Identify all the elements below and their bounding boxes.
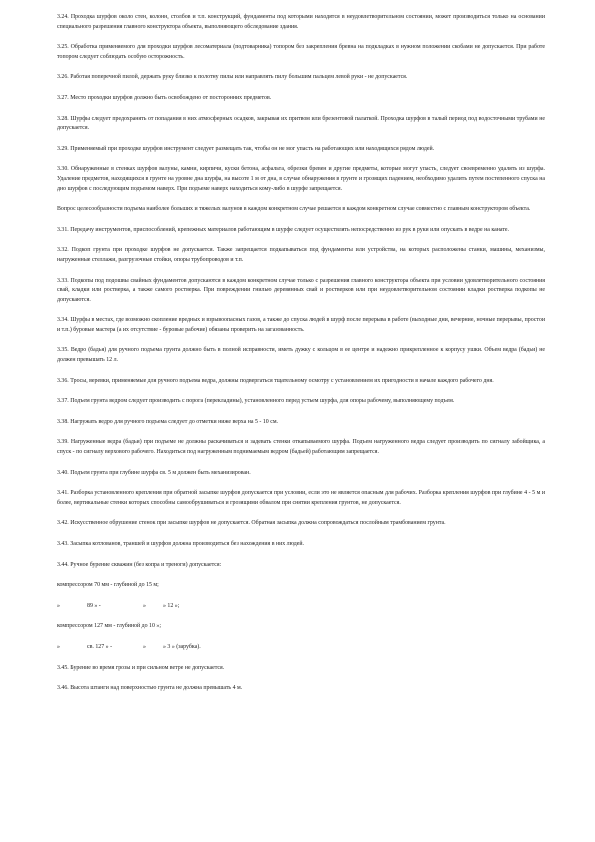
paragraph-3-30-note: Вопрос целесообразности подъема наиболее больших и тяжелых валунов в каждом конкретном случае решается в каждом конкретном случае совместно с главным конструктором объекта. bbox=[57, 206, 531, 213]
document-page bbox=[57, 13, 545, 705]
paragraph-3-30: 3.30. Обнаруженные в стенках шурфов валуны, камни, кирпичи, куски бетона, асфальта, обрезки бревен и другие предметы, которые могут упасть, следует своевременно удалять из шурфа. Удаление предметов, находящихся в грунте на уровне дна шурфа, на высоте 1 м от дна, в случае обнаружения в грунте и грозящих падением, необходимо удалить путем постепенного спуска на дно шурфов с последующим подъемом наверх. При подъеме наверх находиться кому-либо в шурфе запрещается. bbox=[57, 166, 545, 192]
list-item bbox=[57, 581, 545, 591]
list-text: св. 127 » - bbox=[87, 643, 113, 650]
paragraph-3-26: 3.26. Работая поперечной пилой, держать руку близко к полотну пилы или направлять пилу большим пальцем левой руки - не допускается. bbox=[57, 74, 408, 81]
ditto-mark: » bbox=[143, 602, 146, 609]
paragraph-3-24: 3.24. Проходка шурфов около стен, колонн, столбов и т.п. конструкций, фундаменты под которыми находятся в неудовлетворительном состоянии, может производиться только на основании специального разрешения главного конструктора объекта, выполняющего обследование здания. bbox=[57, 14, 545, 30]
paragraph-3-25: 3.25. Обработка применяемого для проходки шурфов лесоматериала (подтоварника) топором без закрепления бревна на подкладках в нужном положении скобами не допускается. При работе топором следует соблюдать особую осторожность. bbox=[57, 44, 545, 60]
list-item bbox=[57, 602, 545, 612]
paragraph-3-43: 3.43. Засыпка котлованов, траншей и шурфов должна производиться без нахождения в них людей. bbox=[57, 541, 304, 547]
ditto-mark: » bbox=[57, 602, 60, 609]
ditto-mark: » bbox=[57, 643, 60, 650]
paragraph-3-41: 3.41. Разборка установленного крепления при обратной засыпке шурфов допускается при условии, если это не является опасным для рабочих. Разборка крепления шурфов при глубине 4 - 5 м и более, вертикальные стенки которых способны самообрушиваться и грозящими обвалом при снятии крепления грунтов, не допускается. bbox=[57, 490, 545, 506]
paragraph-3-35: 3.35. Ведро (бадья) для ручного подъема грунта должно быть в полной исправности, иметь дужку с кольцом в ее центре и надежно прикрепленное к корпусу ушки. Объем ведра (бадьи) не должен превышать 12 л. bbox=[57, 347, 545, 364]
paragraph-3-27: 3.27. Место проходки шурфов должно быть освобождено от посторонних предметов. bbox=[57, 94, 272, 101]
paragraph-3-31: 3.31. Передачу инструментов, приспособлений, крепежных материалов работающим в шурфе следует осуществлять непосредственно из рук в руки или опускать в ведре на канате. bbox=[57, 226, 509, 233]
list-text: » 12 »; bbox=[163, 602, 180, 609]
paragraph-3-28: 3.28. Шурфы следует предохранять от попадания в них атмосферных осадков, закрывая их притвом или брезентовой палаткой. Проходка шурфов в талый период под водосточными трубами не допускается. bbox=[57, 115, 545, 132]
list-text: 89 » - bbox=[87, 602, 101, 609]
paragraph-3-42: 3.42. Искусственное обрушение стенок при засыпке шурфов не допускается. Обратная засыпка должна сопровождаться послойным трамбованием грунта. bbox=[57, 520, 446, 527]
paragraph-3-44: 3.44. Ручное бурение скважин (без копра и треноги) допускается: bbox=[57, 561, 222, 568]
paragraph-3-40: 3.40. Подъем грунта при глубине шурфа св. 5 м должен быть механизирован. bbox=[57, 469, 251, 476]
paragraph-3-34: 3.34. Шурфы в местах, где возможно скопление вредных и взрывоопасных газов, а также до спуска людей в шурф после перерыва в работе (выходные дни, вечерние, ночные перерывы, простои и т.п.) буровые мастера (а их отсутствие - буровые рабочие) обязаны проверить на загазованность. bbox=[57, 317, 545, 333]
paragraph-3-46: 3.46. Высота штанги над поверхностью грунта не должна превышать 4 м. bbox=[57, 685, 243, 692]
list-text: компрессором 70 мм - глубиной до 15 м; bbox=[57, 582, 159, 589]
list-text: » 3 » (зарубка). bbox=[163, 643, 201, 650]
paragraph-3-39: 3.39. Нагруженные ведра (бадьи) при подъеме не должны раскачиваться и задевать стенки откапываемого шурфа. Подъем нагруженного ведра следует производить по сигналу забойщика, а спуск - по сигналу верхового рабочего. Находиться под нагруженным поднимаемым ведром (бадьей) работающим запрещается. bbox=[57, 439, 545, 456]
paragraph-3-33: 3.33. Подкопы под подошвы свайных фундаментов допускаются в каждом конкретном случае только с разрешения главного конструктора объекта при условии удовлетворительного состояния свай, кладки или ростверка, а также самого ростверка. При повреждении гнилью деревянных свай и ростверков или при неудовлетворительном состоянии кладки ростверка подкопы не допускаются. bbox=[57, 277, 545, 303]
ditto-mark: » bbox=[143, 643, 146, 650]
paragraph-3-37: 3.37. Подъем грунта ведром следует производить с порога (перекладины), установленного перед устьем шурфа, для опоры рабочему, выполняющему подъем. bbox=[57, 398, 455, 405]
paragraph-3-29: 3.29. Применяемый при проходке шурфов инструмент следует размещать так, чтобы он не мог упасть на работающих или находящихся рядом людей. bbox=[57, 145, 435, 152]
paragraph-3-38: 3.38. Нагружать ведро для ручного подъема следует до отметки ниже верха на 5 - 10 см. bbox=[57, 418, 279, 425]
paragraph-3-45: 3.45. Бурение во время грозы и при сильном ветре не допускается. bbox=[57, 664, 225, 671]
paragraph-3-36: 3.36. Тросы, веревки, применяемые для ручного подъема ведра, должны подвергаться тщательному осмотру с установлением их пригодности в начале каждого рабочего дня. bbox=[57, 377, 494, 384]
list-item bbox=[57, 622, 545, 632]
list-text: компрессором 127 мм - глубиной до 10 »; bbox=[57, 623, 161, 630]
paragraph-3-32: 3.32. Подкоп грунта при проходке шурфов не допускается. Также запрещается подкапываться под фундаменты или устройства, на которых расположены станки, машины, механизмы, нагруженные стеллажи, разгрузочные стойки, опоры трубопроводов и т.п. bbox=[57, 247, 545, 263]
list-item bbox=[57, 643, 545, 653]
